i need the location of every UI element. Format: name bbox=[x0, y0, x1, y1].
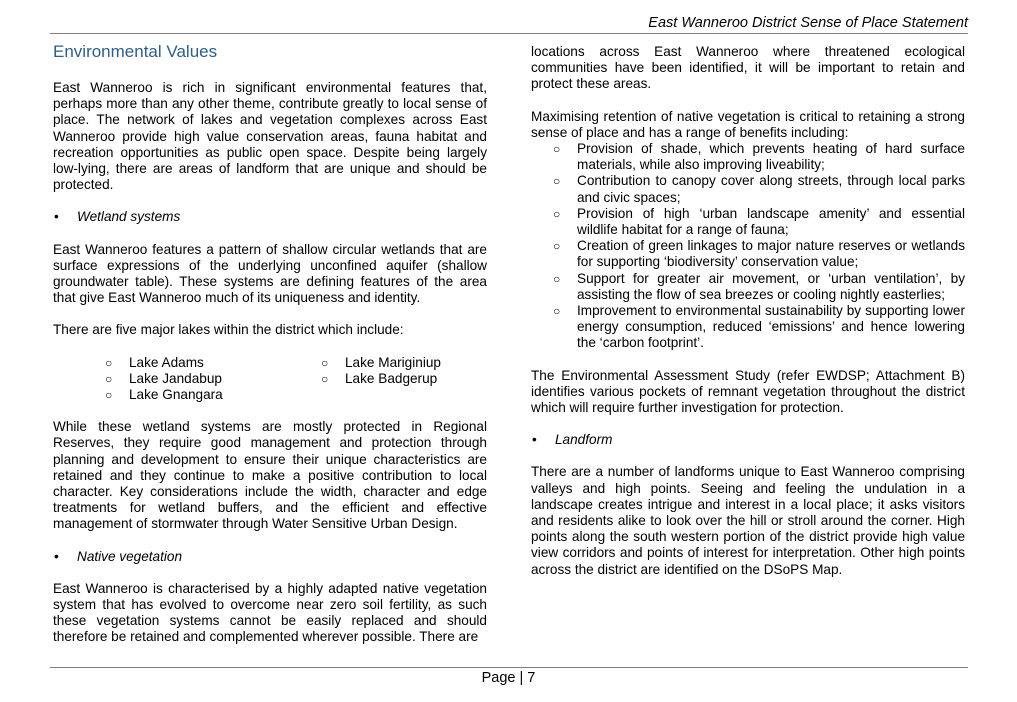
wetland-paragraph: East Wanneroo features a pattern of shallow circular wetlands that are surface expressions of the underlying unconfined aquifer (shallow groundwater table). These systems are defining features of the area that give East Wanneroo much of its uniqueness and identity. bbox=[53, 241, 487, 306]
footer-divider bbox=[50, 667, 968, 668]
list-item: ○ Provision of high ‘urban landscape amenity’ and essential wildlife habitat for a range of fauna; bbox=[531, 206, 965, 238]
circle-bullet-icon: ○ bbox=[321, 371, 329, 386]
left-column bbox=[53, 42, 487, 662]
circle-bullet-icon: ○ bbox=[553, 174, 561, 189]
circle-bullet-icon: ○ bbox=[553, 239, 561, 254]
lakes-intro: There are five major lakes within the district which include: bbox=[53, 322, 404, 338]
circle-bullet-icon: ○ bbox=[105, 371, 113, 386]
bullet-icon: • bbox=[532, 432, 537, 448]
list-item: ○ Provision of shade, which prevents heating of hard surface materials, while also improving liveability; bbox=[531, 141, 965, 173]
study-paragraph: The Environmental Assessment Study (refer EWDSP; Attachment B) identifies various pockets of remnant vegetation throughout the district which will require further investigation for protection. bbox=[531, 367, 965, 416]
bullet-label: Landform bbox=[555, 432, 613, 448]
right-column bbox=[531, 44, 965, 594]
bullet-wetland-systems bbox=[53, 209, 487, 225]
bullet-label: Wetland systems bbox=[77, 209, 181, 225]
bullet-native-vegetation bbox=[53, 549, 487, 565]
circle-bullet-icon: ○ bbox=[321, 355, 329, 370]
list-item: ○ Lake Gnangara bbox=[105, 387, 223, 403]
list-item: ○ Support for greater air movement, or ‘urban ventilation’, by assisting the flow of sea breezes or cooling nightly easterlies; bbox=[531, 271, 965, 303]
bullet-icon: • bbox=[54, 209, 59, 225]
vegetation-paragraph: East Wanneroo is characterised by a highly adapted native vegetation system that has evolved to overcome near zero soil fertility, as such these vegetation systems cannot be easily replaced and should therefore be retained and complemented wherever possible. There are bbox=[53, 580, 487, 645]
bullet-landform bbox=[531, 432, 965, 448]
list-item: ○ Lake Jandabup bbox=[105, 370, 222, 386]
header-divider bbox=[50, 33, 968, 34]
list-item: ○ Improvement to environmental sustainability by supporting lower energy consumption, reduced ‘emissions’ and hence lowering the ‘carbon footprint’. bbox=[531, 303, 965, 352]
benefits-list bbox=[531, 141, 965, 352]
circle-bullet-icon: ○ bbox=[553, 271, 561, 286]
circle-bullet-icon: ○ bbox=[105, 355, 113, 370]
circle-bullet-icon: ○ bbox=[553, 142, 561, 157]
document-header-title: East Wanneroo District Sense of Place Statement bbox=[648, 15, 968, 31]
list-item: ○ Lake Badgerup bbox=[321, 370, 438, 386]
circle-bullet-icon: ○ bbox=[553, 206, 561, 221]
bullet-label: Native vegetation bbox=[77, 548, 183, 564]
section-title: Environmental Values bbox=[53, 42, 218, 61]
bullet-icon: • bbox=[54, 548, 59, 564]
page-number: Page | 7 bbox=[481, 670, 536, 686]
list-item: ○ Lake Adams bbox=[105, 354, 204, 370]
circle-bullet-icon: ○ bbox=[553, 304, 561, 319]
landform-paragraph: There are a number of landforms unique to East Wanneroo comprising valleys and high points. Seeing and feeling the undulation in a landscape creates intrigue and interest in a local place; it asks visitors and residents alike to look over the hill or stroll around the corner. High points along the south western portion of the district provide high value view corridors and points of interest for interpretation. Other high points across the district are identified on the DSoPS Map. bbox=[531, 464, 965, 577]
lakes-list bbox=[105, 355, 487, 404]
intro-paragraph: East Wanneroo is rich in significant environmental features that, perhaps more than any other theme, contribute greatly to local sense of place. The network of lakes and vegetation complexes across East Wanneroo provide high value conservation areas, fauna habitat and recreation opportunities as public open space. Despite being largely low-lying, there are areas of landform that are unique and should be protected. bbox=[53, 80, 487, 193]
circle-bullet-icon: ○ bbox=[105, 388, 113, 403]
list-item: ○ Creation of green linkages to major nature reserves or wetlands for supporting ‘biodiversity’ conservation value; bbox=[531, 238, 965, 270]
list-item: ○ Lake Mariginiup bbox=[321, 354, 441, 370]
wetland-paragraph-2: While these wetland systems are mostly protected in Regional Reserves, they require good management and protection through planning and development to ensure their unique characteristics are retained and they continue to make a positive contribution to local character. Key considerations include the width, character and edge treatments for wetland buffers, and the efficient and effective management of stormwater through Water Sensitive Urban Design. bbox=[53, 419, 487, 532]
benefits-intro: Maximising retention of native vegetation is critical to retaining a strong sense of place and has a range of benefits including: bbox=[531, 108, 965, 140]
list-item: ○ Contribution to canopy cover along streets, through local parks and civic spaces; bbox=[531, 173, 965, 205]
vegetation-paragraph-continued: locations across East Wanneroo where threatened ecological communities have been identified, it will be important to retain and protect these areas. bbox=[531, 44, 965, 92]
